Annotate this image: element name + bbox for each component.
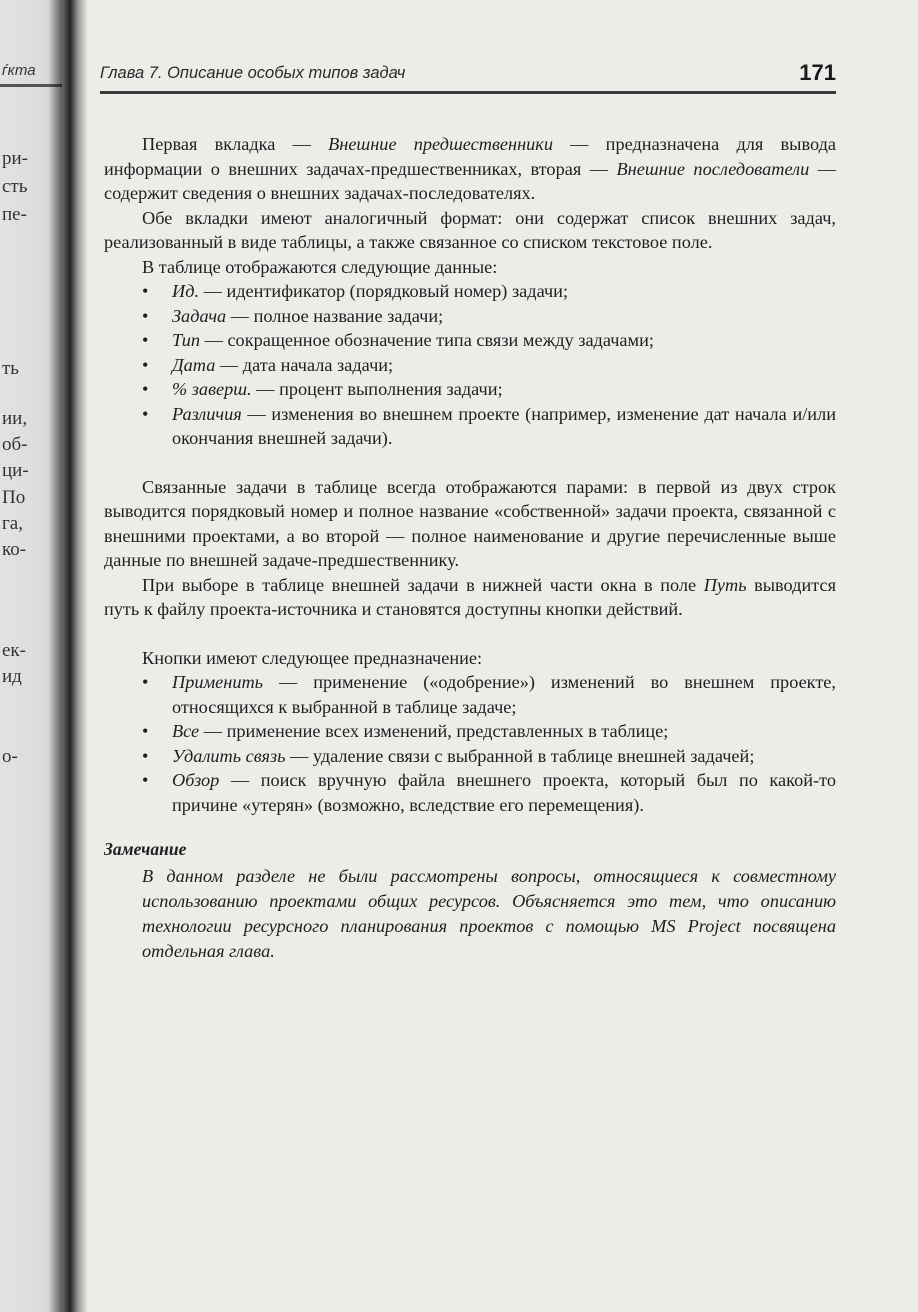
page-body [104, 132, 836, 964]
text-run: При выборе в таблице внешней задачи в нижней части окна в поле [142, 574, 704, 595]
note-heading: Замечание [104, 839, 187, 859]
bullet-icon [142, 402, 154, 427]
list-item [142, 768, 836, 817]
list-term: Удалить связь [172, 745, 286, 766]
bullet-icon [142, 377, 154, 402]
list-item [142, 719, 836, 744]
list-term: Дата [172, 354, 216, 375]
bullet-icon [142, 328, 154, 353]
list-item [142, 353, 836, 378]
left-page-fragment: ек- [2, 640, 26, 661]
note-text: В данном разделе не были рассмотрены вопросы, относящиеся к совместному использованию проектами общих ресурсов. Объясняется это тем, что описанию технологии ресурсного планирования проектов с помощью MS Project посвящена отдельная глава. [142, 865, 836, 961]
bullet-icon [142, 353, 154, 378]
left-page-fragment: ри- [2, 148, 28, 169]
bullet-icon [142, 279, 154, 304]
list-desc: — применение («одобрение») изменений во внешнем проекте, относящихся к выбранной в таблице задаче; [172, 672, 836, 717]
emphasis-term: Внешние последователи [616, 158, 810, 179]
left-page-fragment: пе- [2, 204, 27, 225]
list-term: Различия [172, 403, 242, 424]
left-page-fragment: ид [2, 666, 22, 687]
list-desc: — идентификатор (порядковый номер) задачи; [199, 281, 569, 301]
text-run: — содержит сведения о внешних задачах-последователях. [104, 158, 836, 203]
paragraph-path [104, 573, 836, 622]
bullet-icon [142, 744, 154, 769]
list-item [142, 377, 836, 402]
list-desc: — применение всех изменений, представленных в таблице; [199, 721, 669, 741]
left-page-fragment: ть [2, 358, 19, 379]
list-item [142, 328, 836, 353]
paragraph-format: Обе вкладки имеют аналогичный формат: они содержат список внешних задач, реализованный в виде таблицы, а также связанное со списком текстовое поле. [104, 207, 836, 252]
list-item [142, 744, 836, 769]
paragraph-pairs: Связанные задачи в таблице всегда отображаются парами: в первой из двух строк выводится порядковый номер и полное название «собственной» задачи проекта, связанной с внешними проектами, а во второй — полное наименование и другие перечисленные выше данные по внешней задаче-предшественнику. [104, 476, 836, 570]
emphasis-term: Внешние предшественники [328, 134, 553, 154]
running-header [100, 62, 836, 90]
header-rule [100, 91, 836, 94]
list-desc: — удаление связи с выбранной в таблице внешней задачей; [285, 745, 755, 766]
list-item [142, 304, 836, 329]
left-page-fragment: ии, [2, 408, 28, 429]
left-page-header-fragment: ѓкта [2, 62, 36, 79]
list-term: Применить [172, 672, 263, 692]
left-page-fragment: о- [2, 746, 18, 767]
list-item [142, 402, 836, 451]
list-term: % заверш. [172, 379, 252, 399]
list-desc: — дата начала задачи; [215, 354, 394, 375]
paragraph-table-intro: В таблице отображаются следующие данные: [142, 256, 498, 277]
left-page-fragment: об- [2, 434, 28, 455]
left-page-fragment: По [2, 487, 26, 508]
list-item [142, 279, 836, 304]
list-desc: — изменения во внешнем проекте (например, изменение дат начала и/или окончания внешней задачи). [172, 403, 836, 448]
paragraph-tabs [104, 132, 836, 206]
list-item [142, 670, 836, 719]
list-term: Задача [172, 305, 227, 326]
emphasis-term: Путь [703, 574, 747, 595]
page-number: 171 [799, 60, 836, 85]
bullet-icon [142, 670, 154, 695]
list-desc: — поиск вручную файла внешнего проекта, который был по какой-то причине «утерян» (возможно, вследствие его перемещения). [172, 770, 836, 815]
buttons-list [104, 670, 836, 817]
list-term: Все [172, 721, 200, 741]
book-spine-shadow [48, 0, 88, 1312]
bullet-icon [142, 768, 154, 793]
text-run: Первая вкладка — [142, 134, 329, 154]
left-page-fragment: ци- [2, 460, 29, 481]
list-term: Тип [172, 330, 201, 350]
chapter-title: Глава 7. Описание особых типов задач [100, 64, 406, 82]
list-term: Обзор [172, 770, 220, 790]
left-page-fragment: га, [2, 513, 23, 534]
left-page-fragment: ко- [2, 539, 27, 560]
list-term: Ид. [172, 281, 200, 301]
text-run: выводится путь к файлу проекта-источника и становятся доступны кнопки действий. [104, 574, 836, 619]
left-page-fragment: сть [2, 176, 28, 197]
table-fields-list [104, 279, 836, 451]
list-desc: — процент выполнения задачи; [251, 379, 503, 399]
paragraph-buttons-intro: Кнопки имеют следующее предназначение: [142, 647, 483, 668]
list-desc: — сокращенное обозначение типа связи между задачами; [200, 330, 654, 350]
bullet-icon [142, 304, 154, 329]
text-run: — предназначена для вывода информации о внешних задачах-предшественниках, вторая — [104, 134, 836, 179]
list-desc: — полное название задачи; [226, 305, 444, 326]
bullet-icon [142, 719, 154, 744]
